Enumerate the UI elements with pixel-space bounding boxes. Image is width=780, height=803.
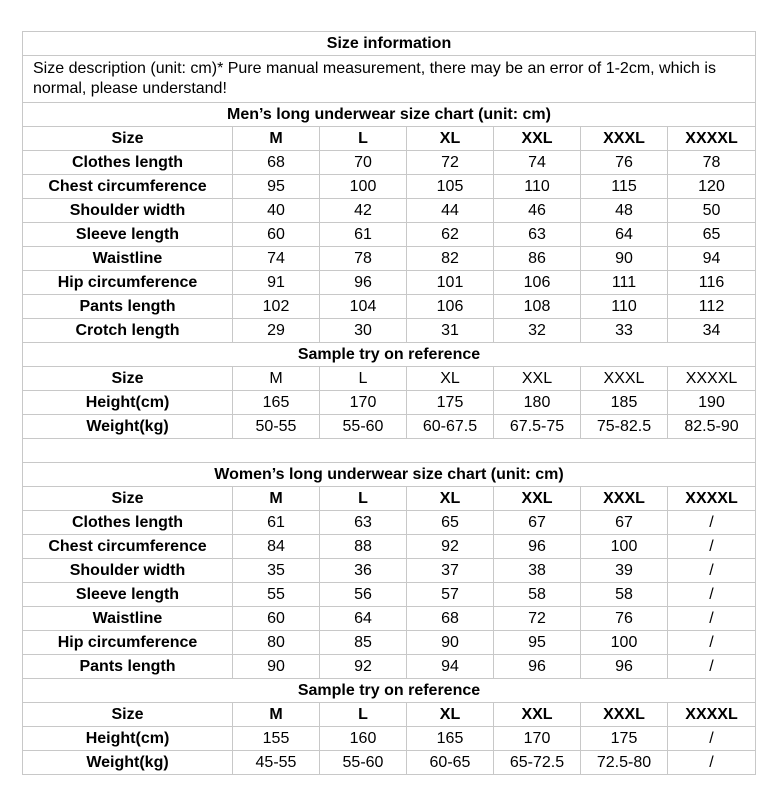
table-cell: 170	[494, 727, 581, 751]
size-header-cell: XL	[407, 487, 494, 511]
table-cell: 74	[494, 151, 581, 175]
table-row	[23, 655, 756, 679]
table-row	[23, 175, 756, 199]
table-cell: 62	[407, 223, 494, 247]
section-spacer	[23, 439, 756, 463]
women-chart-title-row	[23, 463, 756, 487]
table-cell: 36	[320, 559, 407, 583]
row-label: Pants length	[23, 295, 233, 319]
table-cell: 115	[581, 175, 668, 199]
size-chart-body	[23, 32, 756, 775]
table-cell: 50	[668, 199, 756, 223]
men-reference-title-row	[23, 343, 756, 367]
men-chart-title-row	[23, 103, 756, 127]
table-row	[23, 631, 756, 655]
table-cell: 45-55	[233, 751, 320, 775]
size-header-cell: XXXL	[581, 367, 668, 391]
table-cell: 88	[320, 535, 407, 559]
table-cell: 165	[233, 391, 320, 415]
size-header-cell: M	[233, 367, 320, 391]
row-label: Crotch length	[23, 319, 233, 343]
size-header-cell: XXXL	[581, 703, 668, 727]
row-label: Clothes length	[23, 151, 233, 175]
women-size-header-row	[23, 487, 756, 511]
table-cell: 90	[581, 247, 668, 271]
table-cell: /	[668, 535, 756, 559]
table-cell: 40	[233, 199, 320, 223]
size-header-label: Size	[23, 367, 233, 391]
table-cell: /	[668, 655, 756, 679]
table-cell: 55	[233, 583, 320, 607]
table-cell: 60-67.5	[407, 415, 494, 439]
table-cell: 85	[320, 631, 407, 655]
table-cell: 48	[581, 199, 668, 223]
size-description-row	[23, 56, 756, 103]
table-cell: 180	[494, 391, 581, 415]
table-cell: 175	[407, 391, 494, 415]
size-header-cell: XXXL	[581, 487, 668, 511]
row-label: Shoulder width	[23, 559, 233, 583]
table-cell: 75-82.5	[581, 415, 668, 439]
size-header-cell: XL	[407, 127, 494, 151]
table-cell: 78	[320, 247, 407, 271]
table-cell: 46	[494, 199, 581, 223]
table-cell: 102	[233, 295, 320, 319]
size-header-cell: XXXL	[581, 127, 668, 151]
table-cell: 30	[320, 319, 407, 343]
table-cell: 104	[320, 295, 407, 319]
size-header-cell: L	[320, 127, 407, 151]
table-cell: 100	[581, 535, 668, 559]
size-header-cell: M	[233, 127, 320, 151]
women-reference-header-row	[23, 703, 756, 727]
table-cell: 58	[494, 583, 581, 607]
women-reference-title-row	[23, 679, 756, 703]
table-cell: 111	[581, 271, 668, 295]
size-header-cell: XXL	[494, 487, 581, 511]
table-cell: 64	[320, 607, 407, 631]
table-cell: 60-65	[407, 751, 494, 775]
table-cell: 78	[668, 151, 756, 175]
size-header-label: Size	[23, 487, 233, 511]
table-cell: 76	[581, 607, 668, 631]
table-cell: 60	[233, 607, 320, 631]
table-cell: 65-72.5	[494, 751, 581, 775]
table-cell: /	[668, 727, 756, 751]
table-cell: 44	[407, 199, 494, 223]
table-cell: 31	[407, 319, 494, 343]
table-cell: /	[668, 511, 756, 535]
table-cell: 74	[233, 247, 320, 271]
table-cell: 165	[407, 727, 494, 751]
row-label: Sleeve length	[23, 223, 233, 247]
table-row	[23, 727, 756, 751]
men-reference-title: Sample try on reference	[23, 343, 756, 367]
table-cell: 82	[407, 247, 494, 271]
table-cell: 96	[494, 535, 581, 559]
table-cell: 37	[407, 559, 494, 583]
table-cell: 58	[581, 583, 668, 607]
table-cell: 60	[233, 223, 320, 247]
table-cell: 63	[320, 511, 407, 535]
table-cell: 61	[320, 223, 407, 247]
table-cell: 72.5-80	[581, 751, 668, 775]
row-label: Chest circumference	[23, 175, 233, 199]
size-header-cell: L	[320, 487, 407, 511]
women-chart-title: Women’s long underwear size chart (unit: cm)	[23, 463, 756, 487]
size-header-cell: XXL	[494, 703, 581, 727]
table-cell: 100	[320, 175, 407, 199]
row-label: Height(cm)	[23, 391, 233, 415]
table-cell: 90	[407, 631, 494, 655]
table-cell: /	[668, 559, 756, 583]
table-cell: 120	[668, 175, 756, 199]
table-cell: 55-60	[320, 415, 407, 439]
table-cell: 170	[320, 391, 407, 415]
table-cell: /	[668, 751, 756, 775]
table-cell: 63	[494, 223, 581, 247]
table-cell: 50-55	[233, 415, 320, 439]
table-cell: 190	[668, 391, 756, 415]
row-label: Hip circumference	[23, 271, 233, 295]
table-cell: 82.5-90	[668, 415, 756, 439]
table-row	[23, 223, 756, 247]
table-cell: 32	[494, 319, 581, 343]
table-row	[23, 391, 756, 415]
table-cell: 160	[320, 727, 407, 751]
table-cell: 76	[581, 151, 668, 175]
size-header-cell: XXXXL	[668, 127, 756, 151]
table-cell: 67	[494, 511, 581, 535]
table-cell: 105	[407, 175, 494, 199]
table-cell: 108	[494, 295, 581, 319]
table-cell: 106	[407, 295, 494, 319]
table-row	[23, 583, 756, 607]
men-size-header-row	[23, 127, 756, 151]
row-label: Waistline	[23, 607, 233, 631]
table-cell: 96	[320, 271, 407, 295]
table-cell: /	[668, 607, 756, 631]
table-cell: /	[668, 631, 756, 655]
table-row	[23, 607, 756, 631]
table-cell: 64	[581, 223, 668, 247]
women-reference-title: Sample try on reference	[23, 679, 756, 703]
table-cell: 110	[581, 295, 668, 319]
table-cell: 100	[581, 631, 668, 655]
table-cell: 95	[233, 175, 320, 199]
table-row	[23, 559, 756, 583]
size-header-cell: XXL	[494, 127, 581, 151]
table-cell: 92	[320, 655, 407, 679]
table-cell: 67.5-75	[494, 415, 581, 439]
size-header-cell: L	[320, 367, 407, 391]
table-row	[23, 151, 756, 175]
size-header-cell: XXXXL	[668, 703, 756, 727]
size-header-cell: M	[233, 487, 320, 511]
table-row	[23, 511, 756, 535]
row-label: Sleeve length	[23, 583, 233, 607]
table-cell: 72	[407, 151, 494, 175]
men-reference-header-row	[23, 367, 756, 391]
row-label: Hip circumference	[23, 631, 233, 655]
table-cell: 42	[320, 199, 407, 223]
table-cell: 90	[233, 655, 320, 679]
table-cell: 175	[581, 727, 668, 751]
size-header-cell: XXXXL	[668, 487, 756, 511]
row-label: Clothes length	[23, 511, 233, 535]
table-cell: 112	[668, 295, 756, 319]
table-cell: 96	[494, 655, 581, 679]
size-header-label: Size	[23, 127, 233, 151]
table-cell: 39	[581, 559, 668, 583]
table-row	[23, 535, 756, 559]
row-label: Shoulder width	[23, 199, 233, 223]
table-row	[23, 295, 756, 319]
table-row	[23, 199, 756, 223]
table-cell: 65	[668, 223, 756, 247]
table-cell: 84	[233, 535, 320, 559]
chart-title: Size information	[23, 32, 756, 56]
table-cell: 67	[581, 511, 668, 535]
table-cell: 91	[233, 271, 320, 295]
table-row	[23, 415, 756, 439]
men-chart-title: Men’s long underwear size chart (unit: cm)	[23, 103, 756, 127]
row-label: Weight(kg)	[23, 751, 233, 775]
table-cell: 56	[320, 583, 407, 607]
size-header-cell: XXXXL	[668, 367, 756, 391]
row-label: Weight(kg)	[23, 415, 233, 439]
table-cell: 72	[494, 607, 581, 631]
table-cell: 106	[494, 271, 581, 295]
size-header-cell: XL	[407, 703, 494, 727]
table-cell: 57	[407, 583, 494, 607]
table-cell: 29	[233, 319, 320, 343]
table-cell: 33	[581, 319, 668, 343]
table-cell: 101	[407, 271, 494, 295]
row-label: Pants length	[23, 655, 233, 679]
table-cell: 185	[581, 391, 668, 415]
section-spacer-row	[23, 439, 756, 463]
table-cell: 65	[407, 511, 494, 535]
row-label: Waistline	[23, 247, 233, 271]
row-label: Height(cm)	[23, 727, 233, 751]
table-cell: 68	[233, 151, 320, 175]
size-header-label: Size	[23, 703, 233, 727]
table-row	[23, 247, 756, 271]
size-header-cell: XXL	[494, 367, 581, 391]
table-cell: 68	[407, 607, 494, 631]
size-header-cell: L	[320, 703, 407, 727]
table-cell: 110	[494, 175, 581, 199]
size-header-cell: M	[233, 703, 320, 727]
table-cell: 35	[233, 559, 320, 583]
row-label: Chest circumference	[23, 535, 233, 559]
table-cell: 80	[233, 631, 320, 655]
table-cell: /	[668, 583, 756, 607]
table-cell: 92	[407, 535, 494, 559]
table-cell: 86	[494, 247, 581, 271]
table-cell: 116	[668, 271, 756, 295]
table-cell: 34	[668, 319, 756, 343]
table-row	[23, 319, 756, 343]
table-cell: 94	[668, 247, 756, 271]
table-cell: 155	[233, 727, 320, 751]
table-cell: 38	[494, 559, 581, 583]
table-cell: 94	[407, 655, 494, 679]
chart-title-row	[23, 32, 756, 56]
table-cell: 55-60	[320, 751, 407, 775]
size-chart-table	[22, 31, 756, 775]
table-cell: 95	[494, 631, 581, 655]
table-row	[23, 751, 756, 775]
table-cell: 96	[581, 655, 668, 679]
size-header-cell: XL	[407, 367, 494, 391]
table-cell: 61	[233, 511, 320, 535]
table-cell: 70	[320, 151, 407, 175]
table-row	[23, 271, 756, 295]
size-description: Size description (unit: cm)* Pure manual measurement, there may be an error of 1-2cm, which is normal, please understand!	[23, 56, 756, 103]
